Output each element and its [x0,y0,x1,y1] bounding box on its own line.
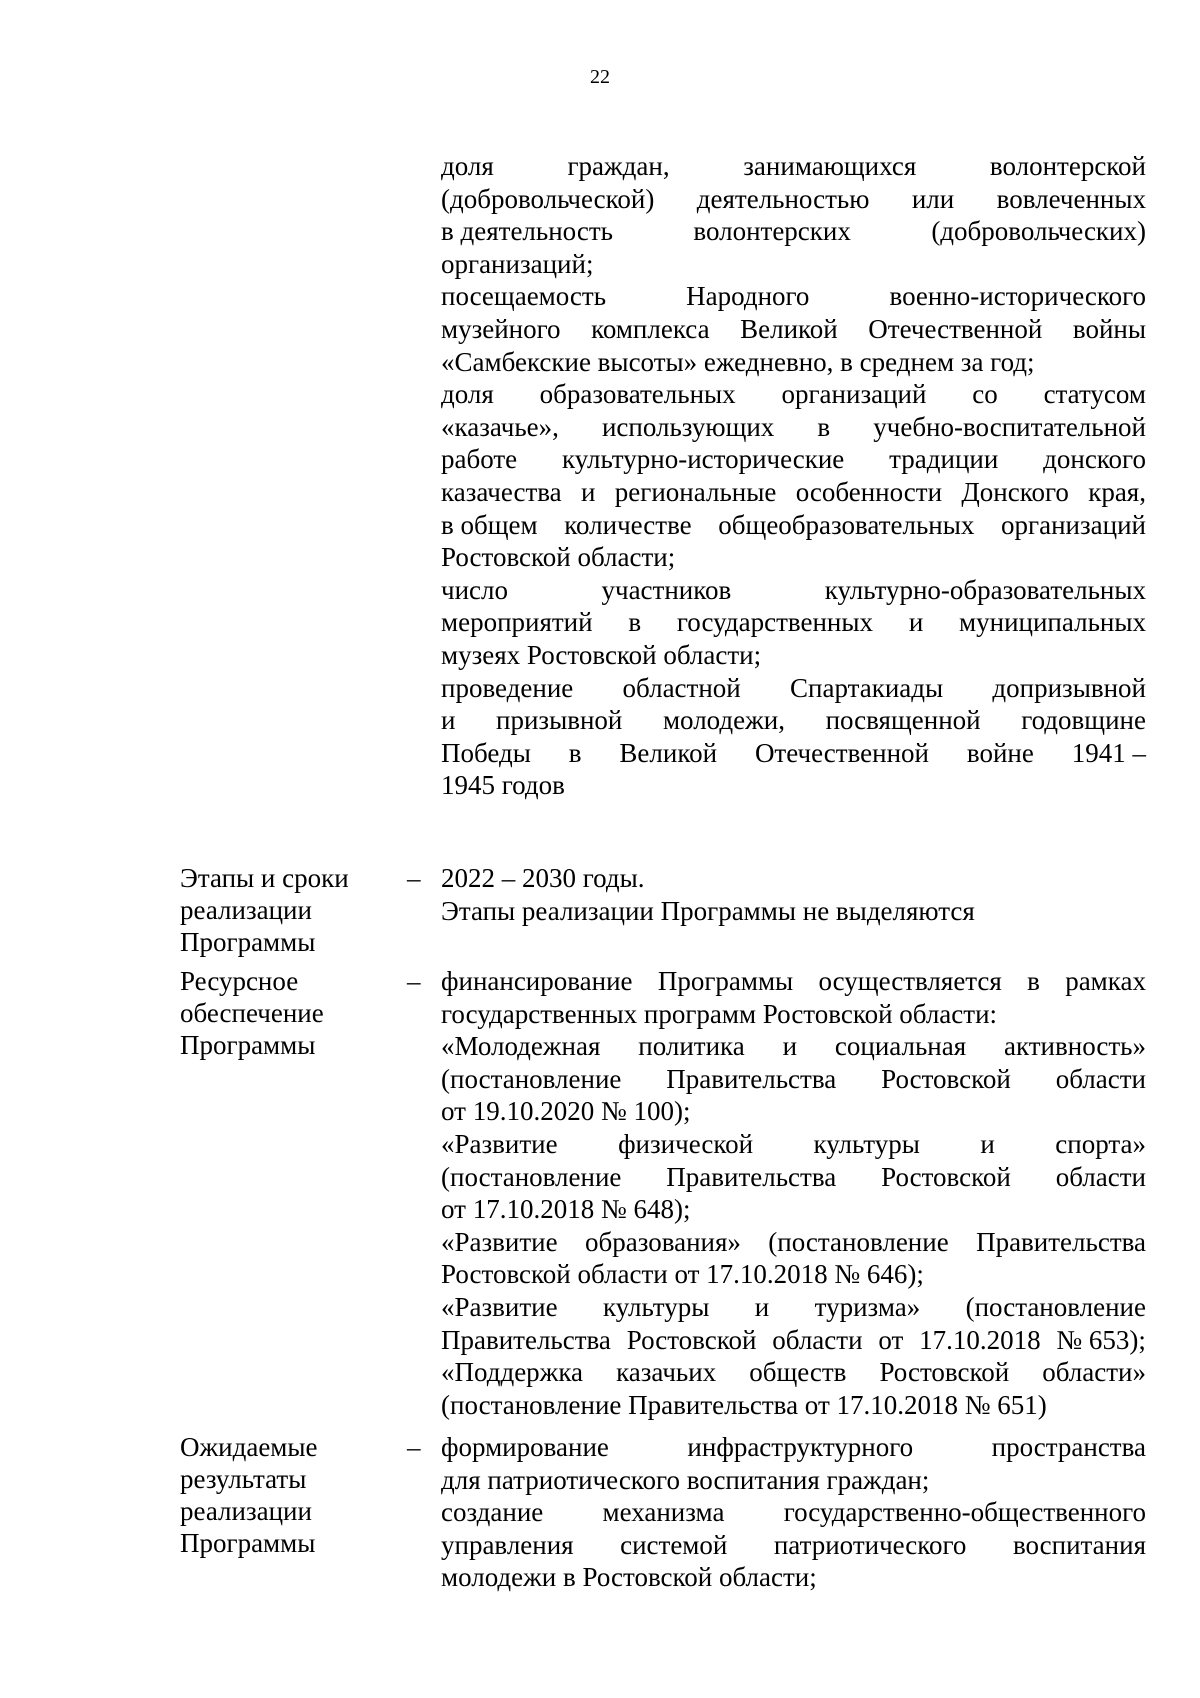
word: Великой [619,737,718,768]
word: патриотического [773,1529,967,1560]
word: деятельностью [696,183,870,214]
text-line [441,965,1146,998]
word: Правительства [441,1324,611,1355]
word: края, [1088,476,1146,507]
word: посвященной [825,705,981,736]
text-line [441,476,1146,509]
word: статусом [1043,379,1146,410]
word: областной [622,672,741,703]
word: Спартакиады [790,672,944,703]
word: волонтерской [989,151,1146,181]
word: социальная [834,1031,967,1062]
text-line [441,1161,1146,1194]
label-line: обеспечение [180,998,324,1028]
word: «Поддержка [441,1357,584,1388]
word: инфраструктурного [687,1432,914,1462]
word: и [581,476,596,507]
word: создание [441,1497,544,1528]
word: № 653); [1056,1324,1146,1355]
word: (постановление [441,1063,622,1094]
word: системой [620,1529,728,1560]
label-line: реализации [180,895,312,925]
word: в [628,607,642,638]
word: в [568,737,582,768]
text-line [441,672,1146,705]
text-line: от 19.10.2020 № 100); [441,1096,691,1127]
word: годовщине [1021,705,1146,736]
word: от [878,1324,904,1355]
word: или [911,183,955,214]
word: Ростовской [881,1063,1011,1094]
word: военно-исторического [889,281,1146,312]
word: механизма [602,1497,725,1528]
word: и [754,1291,770,1322]
text-line [441,1291,1146,1324]
text-line [441,574,1146,607]
word: донского [1043,444,1146,475]
text-line: от 17.10.2018 № 648); [441,1194,691,1225]
text-line [441,313,1146,346]
text-line [441,1356,1146,1389]
word: Великой [740,313,838,344]
word: воспитания [1012,1529,1146,1560]
word: Отечественной [754,737,929,768]
text-line [441,150,1146,183]
word: политика [638,1031,745,1062]
word: посещаемость [441,281,607,312]
word: в деятельность [441,216,613,247]
word: войне [966,737,1034,768]
word: войны [1072,313,1146,344]
word: области [1055,1161,1146,1192]
section-content [441,862,1146,927]
text-line [441,1529,1146,1562]
word: и [908,607,924,638]
word: проведение [441,672,574,703]
word: области [1055,1063,1146,1094]
word: в [1027,966,1040,996]
word: Победы [441,737,531,768]
word: «Развитие [441,1226,558,1257]
word: казачества [441,476,562,507]
word: Правительства [666,1161,837,1192]
word: области» [1042,1357,1146,1388]
word: доля [441,151,494,181]
text-line [441,1324,1146,1357]
word: культуры [813,1128,920,1159]
section-label [180,862,400,958]
word: допризывной [992,672,1146,703]
word: (добровольческих) [931,216,1146,247]
word: Отечественной [868,313,1043,344]
text-line [441,411,1146,444]
word: общеобразовательных [718,509,975,540]
word: доля [441,379,494,410]
word: музейного [441,313,561,344]
word: 17.10.2018 [919,1324,1041,1355]
text-line [441,183,1146,216]
text-line: молодежи в Ростовской области; [441,1562,817,1593]
word: Ростовской [881,1161,1011,1192]
section-dash: – [407,863,421,893]
section-content [441,1431,1146,1594]
word: работе [441,444,518,475]
word: в [817,411,831,442]
word: вовлеченных [996,183,1146,214]
text-line [441,443,1146,476]
word: управления [441,1529,574,1560]
section-label [180,965,400,1061]
word: «казачье», [441,411,559,442]
text-line [441,215,1146,248]
label-line: Ресурсное [180,966,299,996]
label-line: Ожидаемые [180,1432,318,1462]
text-line [441,1496,1146,1529]
word: учебно-воспитательной [873,411,1146,442]
word: комплекса [591,313,710,344]
word: волонтерских [693,216,851,247]
word: 1941 – [1071,737,1146,768]
word: (постановление [965,1291,1146,1322]
text-line: для патриотического воспитания граждан; [441,1464,930,1495]
word: финансирование [441,966,633,996]
continuation-content [441,150,1146,802]
word: государственных [676,607,874,638]
word: активность» [1004,1031,1146,1062]
word: культурно-образовательных [824,574,1146,605]
label-line: Программы [180,1528,316,1558]
text-line [441,1128,1146,1161]
word: образовательных [539,379,736,410]
word: региональные [614,476,777,507]
text-line: Ростовской области от 17.10.2018 № 646); [441,1259,924,1290]
word: число [441,574,508,605]
text-line [441,280,1146,313]
word: мероприятий [441,607,593,638]
section-content [441,965,1146,1421]
word: Программы [657,966,794,996]
text-line: организаций; [441,248,594,279]
word: традиции [889,444,999,475]
word: организаций [781,379,927,410]
text-line: музеях Ростовской области; [441,639,762,670]
text-line: Ростовской области; [441,542,676,573]
word: физической [618,1128,754,1159]
word: образования» [584,1226,741,1257]
word: участников [601,574,732,605]
word: Ростовской [879,1357,1010,1388]
word: в общем [441,509,538,540]
word: спорта» [1055,1128,1146,1159]
word: осуществляется [818,966,1002,996]
text-line: Этапы реализации Программы не выделяются [441,895,975,926]
word: культуры [603,1291,710,1322]
text-line [441,1431,1146,1464]
text-line [441,1063,1146,1096]
word: (постановление [441,1161,622,1192]
text-line [441,606,1146,639]
word: (постановление [768,1226,949,1257]
word: формирование [441,1432,609,1462]
word: Ростовской [626,1324,757,1355]
text-line: «Самбекские высоты» ежедневно, в среднем за год; [441,346,1035,377]
label-line: результаты [180,1464,307,1494]
word: казачьих [616,1357,717,1388]
label-line: Программы [180,1030,316,1060]
word: культурно-исторические [562,444,845,475]
word: организаций [1001,509,1146,540]
label-line: Этапы и сроки [180,863,349,893]
word: и [980,1128,995,1159]
text-line: 2022 – 2030 годы. [441,863,645,893]
word: «Развитие [441,1291,558,1322]
text-line [441,509,1146,542]
page-number: 22 [590,66,610,88]
word: Донского [961,476,1069,507]
word: «Развитие [441,1128,558,1159]
word: муниципальных [959,607,1146,638]
word: и [782,1031,798,1062]
section-dash: – [407,1432,421,1462]
word: обществ [749,1357,847,1388]
section-label [180,1431,400,1559]
word: граждан, [567,151,670,181]
text-line [441,1030,1146,1063]
word: особенности [795,476,943,507]
word: и [441,705,456,736]
text-line: государственных программ Ростовской области: [441,998,998,1029]
section-dash: – [407,966,421,996]
word: использующих [601,411,775,442]
text-line [441,737,1146,770]
text-line: 1945 годов [441,770,565,801]
text-line [441,1226,1146,1259]
word: молодежи, [662,705,785,736]
word: «Молодежная [441,1031,601,1062]
word: Правительства [666,1063,837,1094]
label-line: реализации [180,1496,312,1526]
text-line [441,704,1146,737]
word: рамках [1065,966,1146,996]
word: Правительства [976,1226,1146,1257]
word: Народного [686,281,810,312]
word: со [972,379,998,410]
word: государственно-общественного [783,1497,1146,1528]
text-line [441,378,1146,411]
word: области [772,1324,863,1355]
word: занимающихся [743,151,917,181]
label-line: Программы [180,927,316,957]
word: пространства [991,1432,1146,1462]
word: туризма» [814,1291,921,1322]
word: призывной [496,705,623,736]
word: количестве [564,509,692,540]
text-line: (постановление Правительства от 17.10.2018 № 651) [441,1389,1047,1420]
word: (добровольческой) [441,183,655,214]
